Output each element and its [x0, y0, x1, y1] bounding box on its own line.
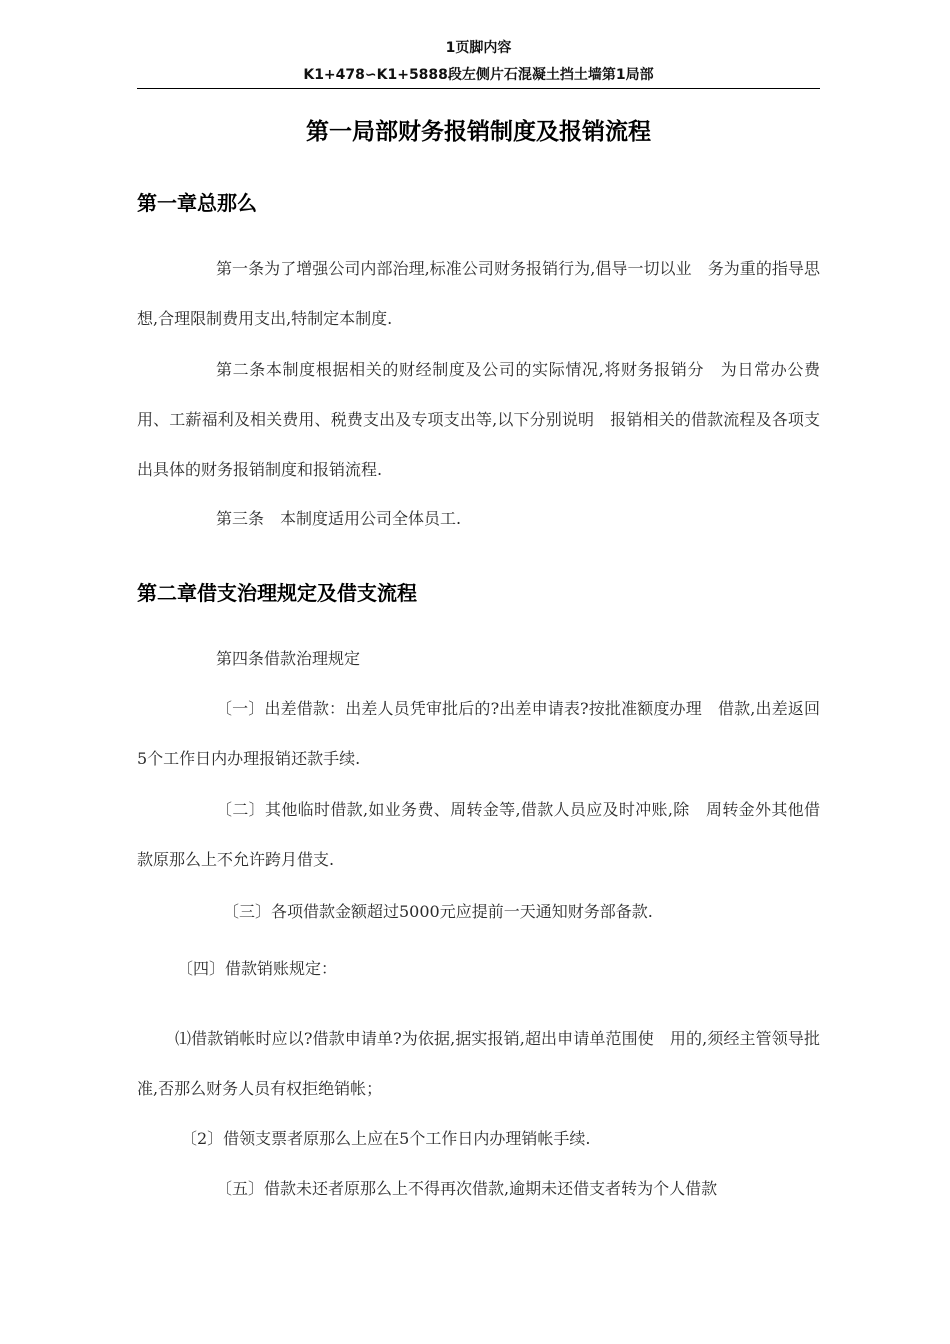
page-header	[137, 36, 820, 86]
header-page-label: 1页脚内容	[445, 40, 512, 56]
chapter-2-heading: 第二章借支治理规定及借支流程	[137, 581, 417, 605]
item-2: 〔二〕其他临时借款,如业务费、周转金等,借款人员应及时冲账,除 周转金外其他借款原那么上不允许跨月借支.	[137, 800, 820, 869]
article-1: 第一条为了增强公司内部治理,标准公司财务报销行为,倡导一切以业 务为重的指导思想,合理限制费用支出,特制定本制度.	[137, 259, 820, 328]
item-4: 〔四〕借款销账规定：	[177, 959, 338, 978]
article-3: 第三条 本制度适用公司全体员工.	[216, 509, 462, 528]
article-4-title: 第四条借款治理规定	[216, 649, 361, 668]
header-project-label: K1+478∽K1+5888段左侧片石混凝土挡土墙第1局部	[303, 67, 654, 83]
item-1: 〔一〕出差借款：出差人员凭审批后的?出差申请表?按批准额度办理 借款,出差返回5个工作日内办理报销还款手续.	[137, 699, 820, 768]
header-divider	[137, 88, 820, 89]
sub-item-1: ⑴借款销帐时应以?借款申请单?为依据,据实报销,超出申请单范围使 用的,须经主管领导批准,否那么财务人员有权拒绝销帐；	[137, 1029, 820, 1098]
article-2: 第二条本制度根据相关的财经制度及公司的实际情况,将财务报销分 为日常办公费用、工薪福利及相关费用、税费支出及专项支出等,以下分别说明 报销相关的借款流程及各项支出具体的财务报销制度和报销流程.	[137, 360, 820, 479]
document-title: 第一局部财务报销制度及报销流程	[306, 119, 651, 145]
item-3: 〔三〕各项借款金额超过5000元应提前一天通知财务部备款.	[223, 902, 653, 921]
item-5: 〔五〕借款未还者原那么上不得再次借款,逾期未还借支者转为个人借款	[216, 1179, 718, 1198]
chapter-1-heading: 第一章总那么	[137, 191, 257, 215]
sub-item-2: 〔2〕借领支票者原那么上应在5个工作日内办理销帐手续.	[181, 1129, 591, 1148]
